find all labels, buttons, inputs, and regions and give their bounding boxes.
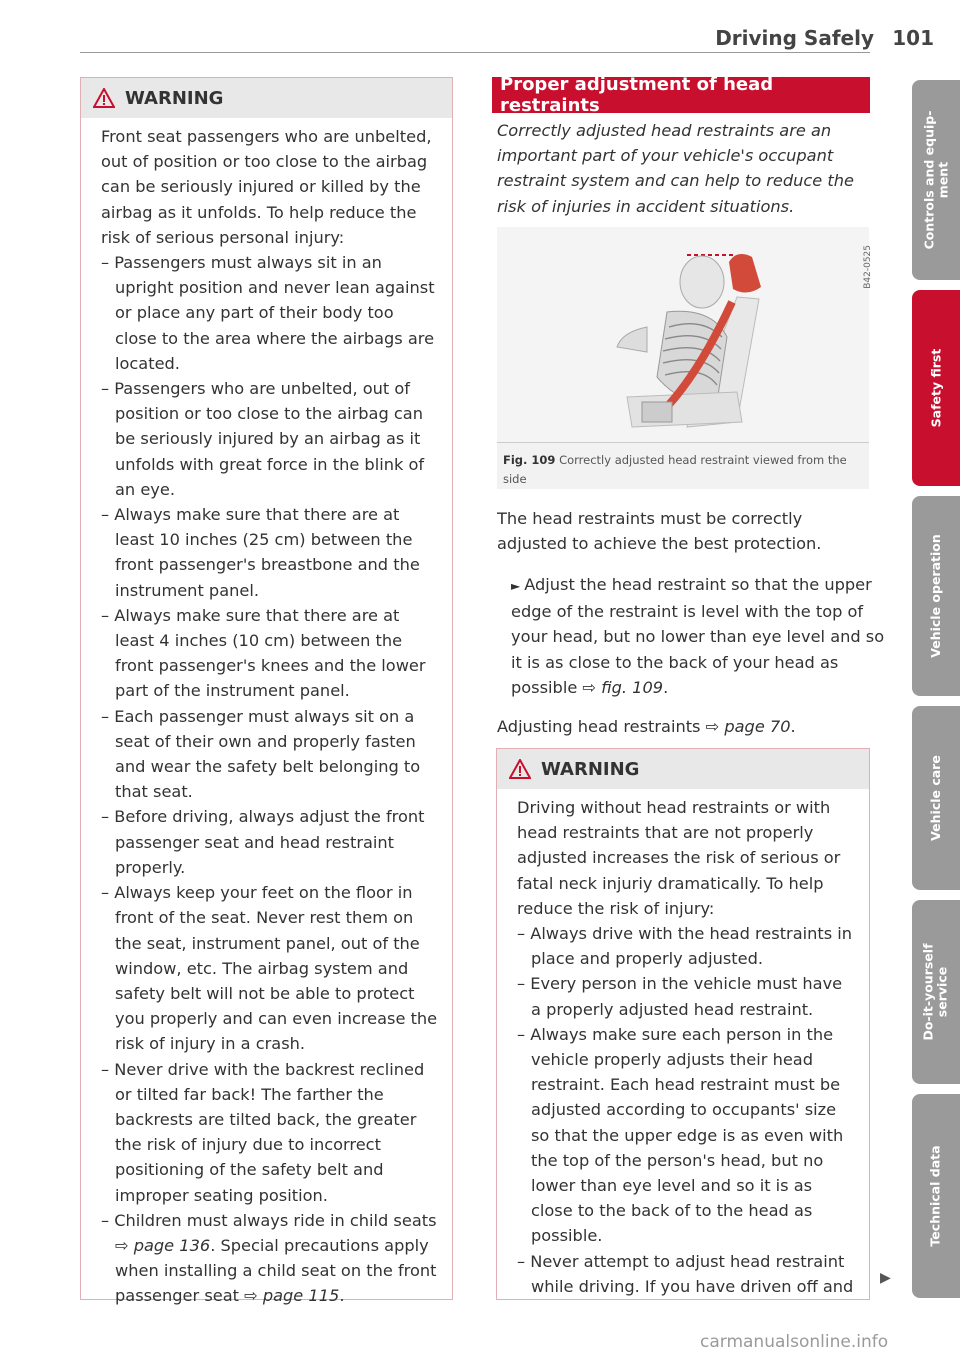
tab-do-it-yourself-service[interactable] [912,900,960,1084]
warning-item [101,1208,440,1309]
figure-label: Fig. 109 [503,453,556,467]
page-70-link[interactable]: ⇨ page 70 [705,717,791,736]
page-number: 101 [892,26,934,50]
warning-intro: Driving without head restraints or with head restraints that are not properly adjusted increases the risk of serious or fatal neck injuriy dramatically. To help reduce the risk of injury: [517,798,841,918]
header-section-title: Driving Safely [715,26,874,50]
page-115-link[interactable]: ⇨ page 115 [244,1286,340,1306]
paragraph [497,714,872,739]
warning-item: – Before driving, always adjust the front passenger seat and head restraint properly. [101,807,425,877]
paragraph-text-end: . [790,717,796,736]
warning-item: – Every person in the vehicle must have a properly adjusted head restraint. [517,974,843,1019]
paragraph: The head restraints must be correctly adjusted to achieve the best protection. [497,509,822,554]
warning-body [81,118,452,1309]
paragraph-text: Adjusting head restraints [497,717,706,736]
figure [497,227,873,489]
tab-vehicle-care[interactable] [912,706,960,890]
seated-occupant-illustration [497,227,869,442]
warning-item: – Always make sure that there are at least 10 inches (25 cm) between the front passenger's breastbone and the instrument panel. [101,505,420,600]
continue-arrow-icon: ▶ [880,1270,891,1286]
header-divider [80,52,870,53]
warning-item: – Always make sure that there are at least 4 inches (10 cm) between the front passenger's knees and the lower part of the instrument panel. [101,605,426,701]
warning-triangle-icon [509,759,531,779]
tab-controls-and-equipment[interactable] [912,80,960,280]
warning-header [81,78,452,118]
warning-intro: Front seat passengers who are unbelted, out of position or too close to the airbag can be seriously injured or killed by the airbag as it unfolds. To help reduce the risk of serious personal injury: [101,127,432,247]
warning-title: WARNING [125,87,224,109]
tab-safety-first[interactable] [912,290,960,486]
tab-label: Vehicle care [928,755,944,841]
instruction-step [497,572,886,700]
warning-body [497,789,869,1299]
warning-item: – Always keep your feet on the floor in front of the seat. Never rest them on the seat, instrument panel, out of the window, etc. The airbag system and safety belt will not be able to protect you properly and can even increase the risk of injury in a crash. [101,883,438,1054]
step-text: Adjust the head restraint so that the upper edge of the restraint is level with the top of your head, but no lower than eye level and so it is as close to the back of your head as possible [511,575,885,697]
section-heading: Proper adjustment of head restraints [492,77,870,113]
figure-caption-text: Correctly adjusted head restraint viewed from the side [503,453,847,486]
warning-item-text: – Children must always ride in child seats [101,1210,437,1230]
left-warning-box [80,77,453,1306]
tab-label: Technical data [928,1145,943,1247]
section-intro: Correctly adjusted head restraints are an important part of your vehicle's occupant restraint system and can help to reduce the risk of injuries in accident situations. [497,121,854,216]
warning-item: – Always make sure each person in the vehicle properly adjusts their head restraint. Each head restraint must be adjusted according to occupants' size so that the upper edge is as even with the top of the person's head, but no lower than eye level and so it is as close to the back of to the head as possible. [517,1024,844,1246]
warning-list [101,250,440,1309]
warning-item-text: . Special precautions apply when installing a child seat on the front passenger seat [115,1235,437,1306]
tab-label: Do-it-yourself service [921,943,951,1041]
tab-label: Controls and equip- ment [921,110,950,250]
step-text-end: . [663,677,669,697]
warning-item: – Never attempt to adjust head restraint while driving. If you have driven off and [517,1251,854,1296]
right-warning-box [496,748,870,1300]
page-136-link[interactable]: ⇨ page 136 [115,1235,211,1255]
tab-technical-data[interactable] [912,1094,960,1298]
warning-item: – Passengers must always sit in an upright position and never lean against or place any part of their body too close to the area where the airbags are located. [101,253,435,373]
warning-item-text: . [339,1286,345,1306]
head-restraint-illustration [497,227,873,443]
tab-label: Safety first [928,348,943,428]
tab-vehicle-operation[interactable] [912,496,960,696]
warning-triangle-icon [93,88,115,108]
warning-item: – Each passenger must always sit on a seat of their own and properly fasten and wear the safety belt belonging to that seat. [101,706,421,802]
warning-header [497,749,869,789]
warning-item: – Always drive with the head restraints in place and properly adjusted. [517,924,853,969]
step-bullet-icon: ► [511,579,521,593]
watermark: carmanualsonline.info [700,1332,889,1352]
fig-109-link[interactable]: ⇨ fig. 109 [582,677,664,697]
warning-item: – Passengers who are unbelted, out of position or too close to the airbag can be seriously injured by an airbag as it unfolds with great force in the blink of an eye. [101,379,425,499]
figure-code: B42-0525 [863,245,873,289]
warning-item: – Never drive with the backrest reclined or tilted far back! The farther the backrests are tilted back, the greater the risk of injury due to incorrect positioning of the safety belt and improper seating position. [101,1059,425,1205]
tab-label: Vehicle operation [928,534,944,658]
warning-list [517,921,857,1299]
figure-caption [503,451,863,489]
warning-title: WARNING [541,758,640,780]
